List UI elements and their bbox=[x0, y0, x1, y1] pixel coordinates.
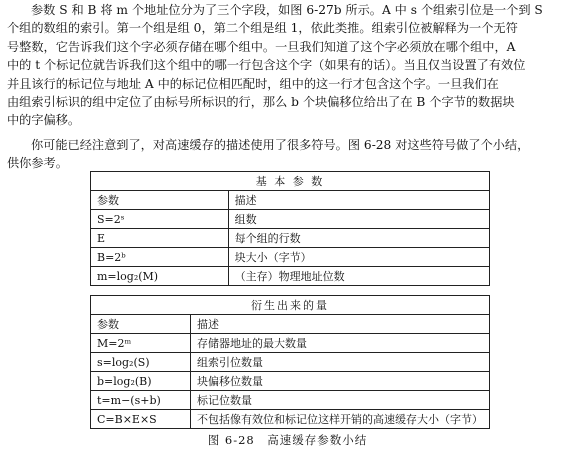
text-line: 参数 S 和 B 将 m 个地址位分为了三个字段，如图 6-27b 所示。A 中 s 个组索引位是一个到 S bbox=[31, 3, 543, 17]
table-caption-row bbox=[91, 296, 490, 315]
desc-cell: 组索引位数量 bbox=[191, 353, 490, 372]
table-row bbox=[91, 267, 490, 286]
text-line: 供你参考。 bbox=[7, 156, 68, 171]
table-row bbox=[91, 210, 490, 229]
desc-cell: 存储器地址的最大数量 bbox=[191, 334, 490, 353]
table-caption-row bbox=[91, 172, 490, 191]
table-row bbox=[91, 248, 490, 267]
desc-cell: 每个组的行数 bbox=[228, 229, 489, 248]
text-line: 中的 t 个标记位就告诉我们这个组中的哪一行包含这个字（如果有的话）。当且仅当设置了有效位 bbox=[7, 58, 526, 73]
column-header-desc: 描述 bbox=[228, 191, 489, 210]
column-header-param: 参数 bbox=[91, 191, 229, 210]
desc-cell: 组数 bbox=[228, 210, 489, 229]
table-row bbox=[91, 229, 490, 248]
param-cell: S=2ˢ bbox=[91, 210, 229, 229]
table-row bbox=[91, 353, 490, 372]
table-row bbox=[91, 334, 490, 353]
param-cell: s=log₂(S) bbox=[91, 353, 191, 372]
table-row bbox=[91, 372, 490, 391]
param-cell: b=log₂(B) bbox=[91, 372, 191, 391]
table-row bbox=[91, 410, 490, 429]
param-cell: E bbox=[91, 229, 229, 248]
column-header-param: 参数 bbox=[91, 315, 191, 334]
text-line: 你可能已经注意到了，对高速缓存的描述使用了很多符号。图 6-28 对这些符号做了个小结， bbox=[31, 138, 530, 152]
table-row bbox=[91, 391, 490, 410]
derived-quantities-table bbox=[90, 295, 490, 429]
desc-cell: 块大小（字节） bbox=[228, 248, 489, 267]
column-header-desc: 描述 bbox=[191, 315, 490, 334]
paragraph-address-fields bbox=[7, 1, 568, 130]
param-cell: B=2ᵇ bbox=[91, 248, 229, 267]
figure-caption: 图 6-28 高速缓存参数小结 bbox=[207, 433, 368, 447]
param-cell: C=B×E×S bbox=[91, 410, 191, 429]
text-line: 号整数，它告诉我们这个字必须存储在哪个组中。一旦我们知道了这个字必须放在哪个组中，A bbox=[7, 39, 516, 54]
param-cell: M=2ᵐ bbox=[91, 334, 191, 353]
paragraph-symbol-summary bbox=[7, 136, 568, 173]
desc-cell: 块偏移位数量 bbox=[191, 372, 490, 391]
param-cell: t=m−(s+b) bbox=[91, 391, 191, 410]
param-cell: m=log₂(M) bbox=[91, 267, 229, 286]
basic-parameters-table bbox=[90, 171, 490, 286]
desc-cell: 标记位数量 bbox=[191, 391, 490, 410]
text-line: 并且该行的标记位与地址 A 中的标记位相匹配时，组中的这一行才包含这个字。一旦我们在 bbox=[7, 76, 499, 91]
table-caption: 衍生出来的量 bbox=[91, 296, 490, 315]
table-header-row bbox=[91, 191, 490, 210]
text-line: 由组索引标识的组中定位了由标号所标识的行，那么 b 个块偏移位给出了在 B 个字节的数据块 bbox=[7, 95, 515, 110]
text-line: 中的字偏移。 bbox=[7, 113, 81, 128]
table-header-row bbox=[91, 315, 490, 334]
desc-cell: 不包括像有效位和标记位这样开销的高速缓存大小（字节） bbox=[191, 410, 490, 429]
table-caption: 基 本 参 数 bbox=[91, 172, 490, 191]
text-line: 个组的数组的索引。第一个组是组 0，第二个组是组 1，依此类推。组索引位被解释为一个无符 bbox=[7, 21, 518, 36]
desc-cell: （主存）物理地址位数 bbox=[228, 267, 489, 286]
